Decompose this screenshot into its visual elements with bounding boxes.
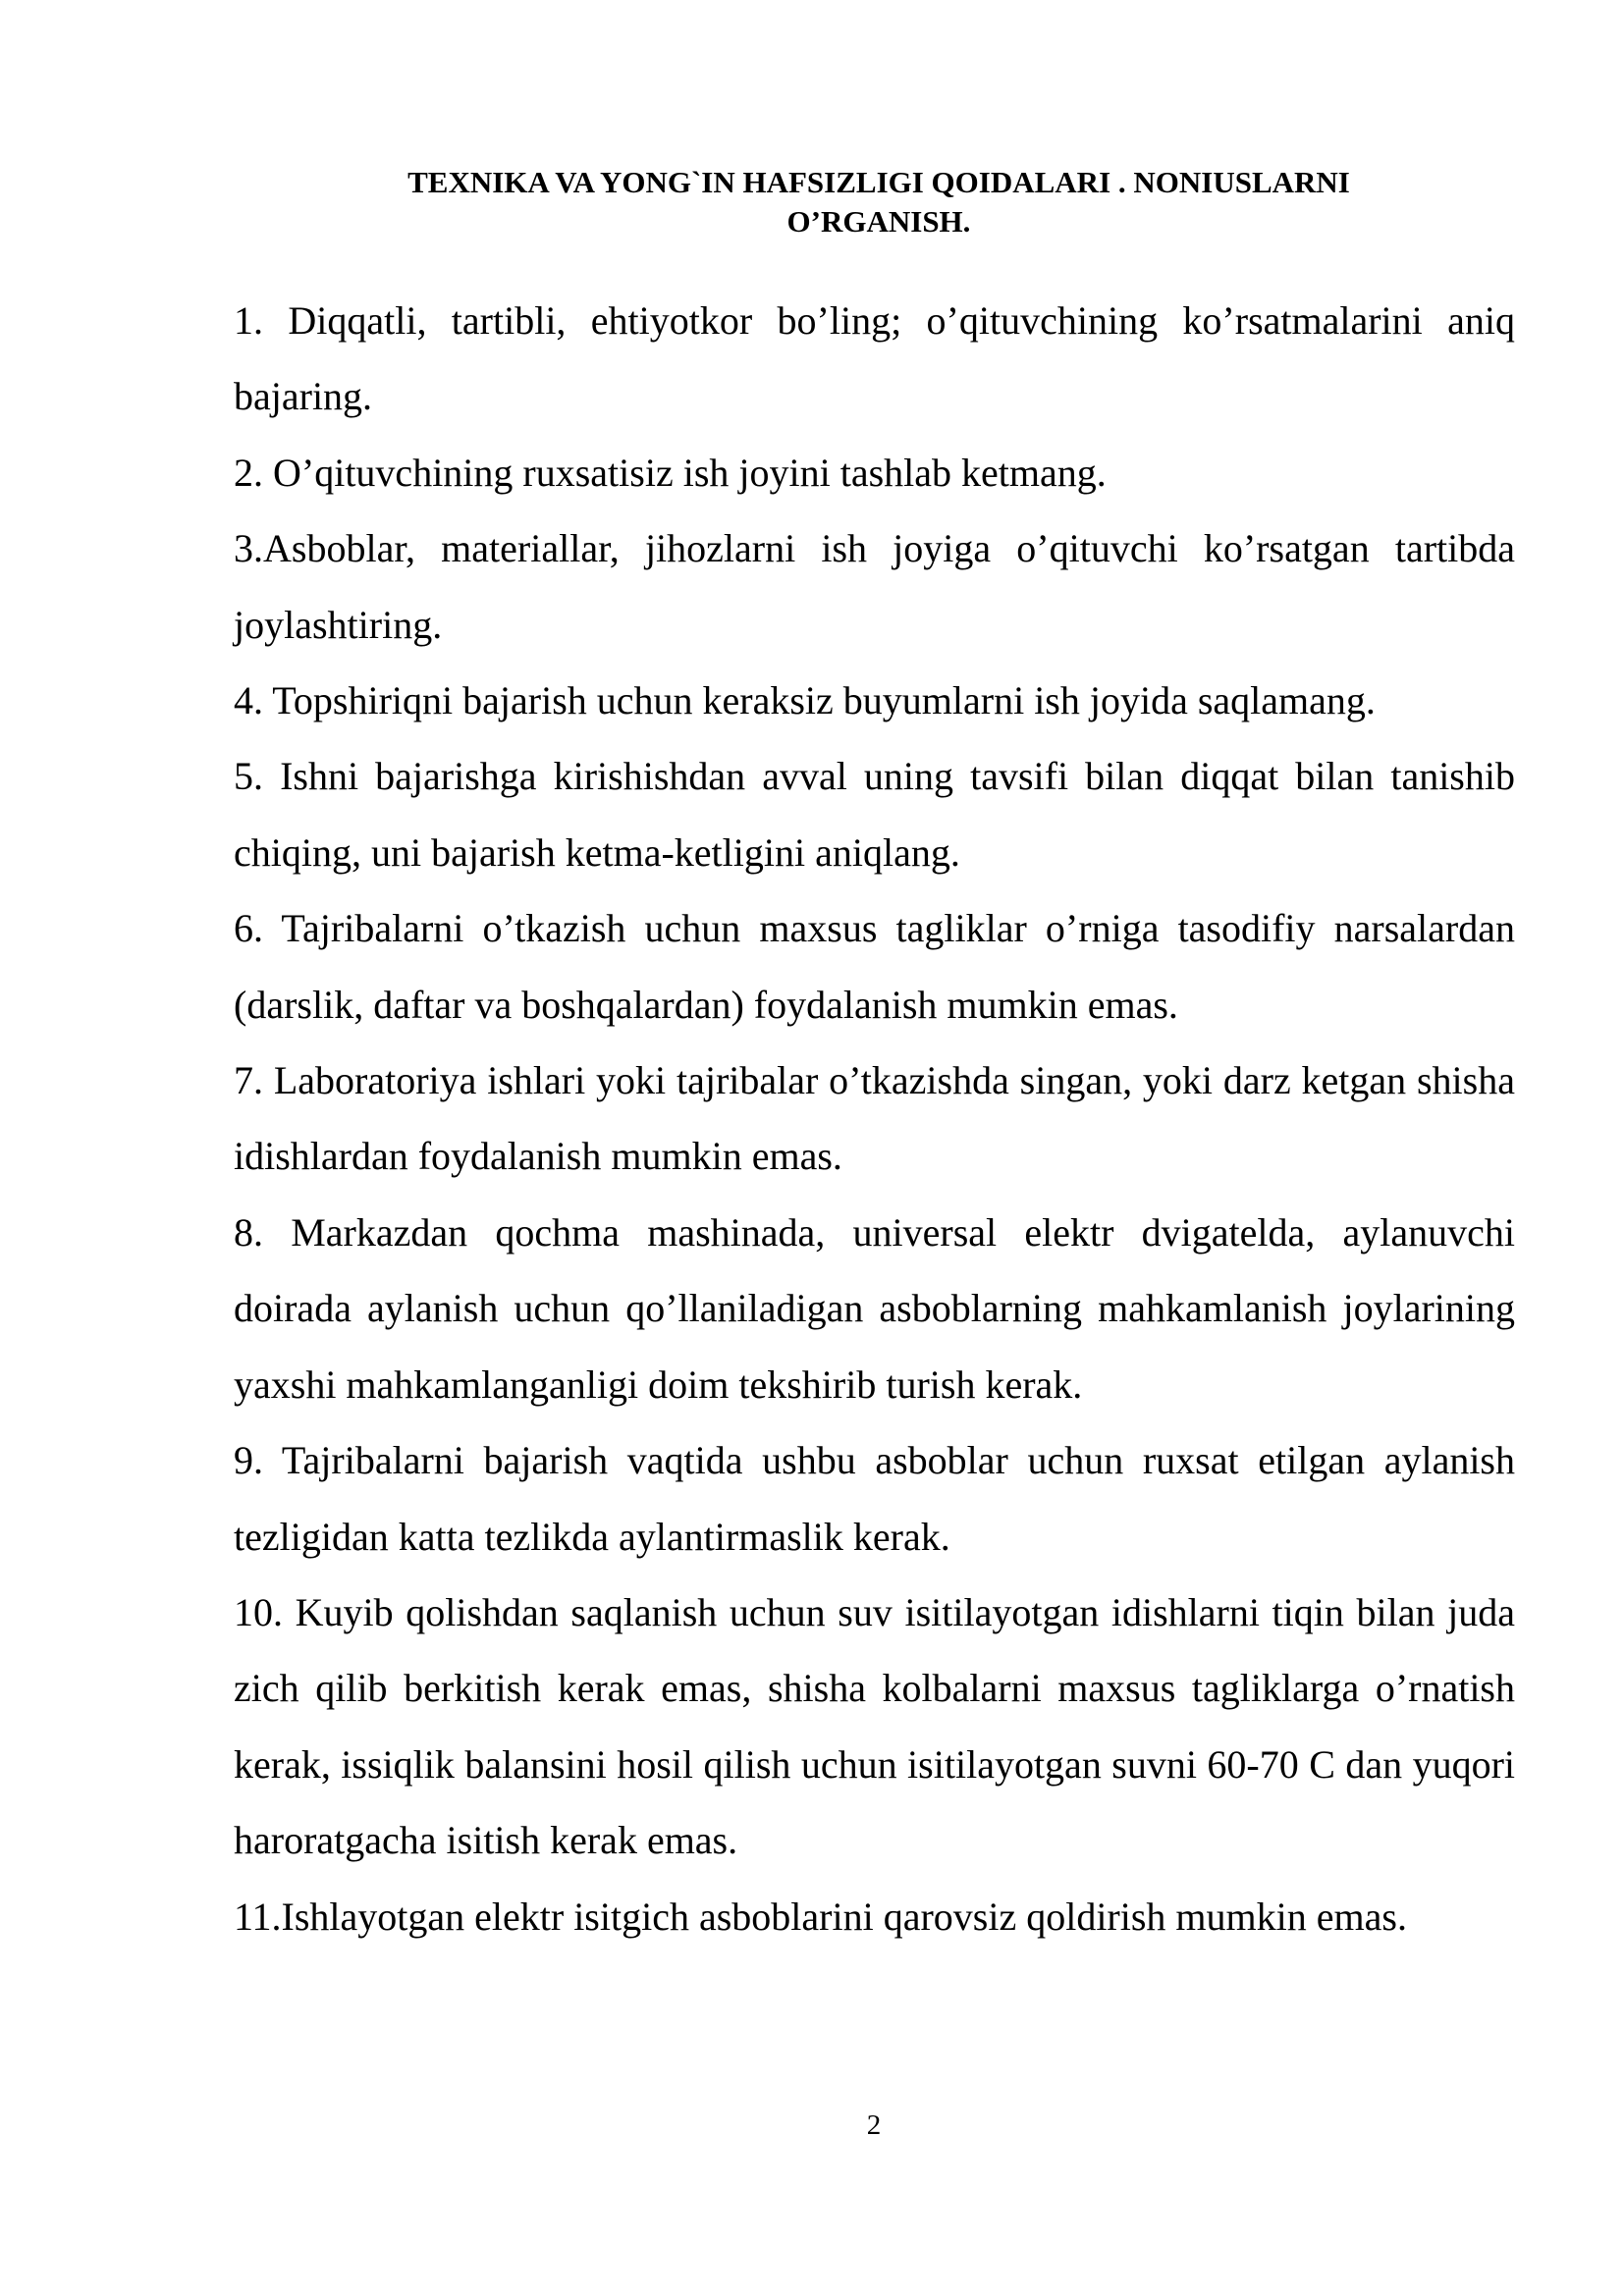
- title-line-1: TEXNIKA VA YONG`IN HAFSIZLIGI QOIDALARI . NONIUSLARNI: [407, 165, 1350, 199]
- rule-item-2: 2. O’qituvchining ruxsatisiz ish joyini tashlab ketmang.: [234, 450, 1107, 495]
- rule-item-1: 1. Diqqatli, tartibli, ehtiyotkor bo’ling; o’qituvchining ko’rsatmalarini aniq bajaring.: [234, 298, 1515, 419]
- rule-item-5: 5. Ishni bajarishga kirishishdan avval uning tavsifi bilan diqqat bilan tanishib chiqing, uni bajarish ketma-ketligini aniqlang.: [234, 754, 1515, 875]
- rule-item-6: 6. Tajribalarni o’tkazish uchun maxsus tagliklar o’rniga tasodifiy narsalardan (darslik, daftar va boshqalardan) foydalanish mumkin emas.: [234, 906, 1515, 1027]
- rule-item-7: 7. Laboratoriya ishlari yoki tajribalar o’tkazishda singan, yoki darz ketgan shisha idishlardan foydalanish mumkin emas.: [234, 1058, 1515, 1179]
- page-title: [245, 163, 1512, 241]
- rule-item-9: 9. Tajribalarni bajarish vaqtida ushbu asboblar uchun ruxsat etilgan aylanish tezligidan katta tezlikda aylantirmaslik kerak.: [234, 1438, 1515, 1559]
- title-line-2: O’RGANISH.: [786, 204, 971, 239]
- page-number: 2: [866, 2109, 882, 2141]
- rule-item-11: 11.Ishlayotgan elektr isitgich asboblarini qarovsiz qoldirish mumkin emas.: [234, 1894, 1407, 1939]
- rules-list: [234, 283, 1515, 1954]
- rule-item-8: 8. Markazdan qochma mashinada, universal elektr dvigatelda, aylanuvchi doirada aylanish uchun qo’llaniladigan asboblarning mahkamlanish joylarining yaxshi mahkamlanganligi doim tekshirib turish kerak.: [234, 1209, 1515, 1407]
- rule-item-3: 3.Asboblar, materiallar, jihozlarni ish joyiga o’qituvchi ko’rsatgan tartibda joylashtiring.: [234, 526, 1515, 647]
- rule-item-10: 10. Kuyib qolishdan saqlanish uchun suv isitilayotgan idishlarni tiqin bilan juda zich qilib berkitish kerak emas, shisha kolbalarni maxsus tagliklarga o’rnatish kerak, issiqlik balansini hosil qilish uchun isitilayotgan suvni 60-70 C dan yuqori haroratgacha isitish kerak emas.: [234, 1589, 1515, 1863]
- rule-item-4: 4. Topshiriqni bajarish uchun keraksiz buyumlarni ish joyida saqlamang.: [234, 678, 1376, 723]
